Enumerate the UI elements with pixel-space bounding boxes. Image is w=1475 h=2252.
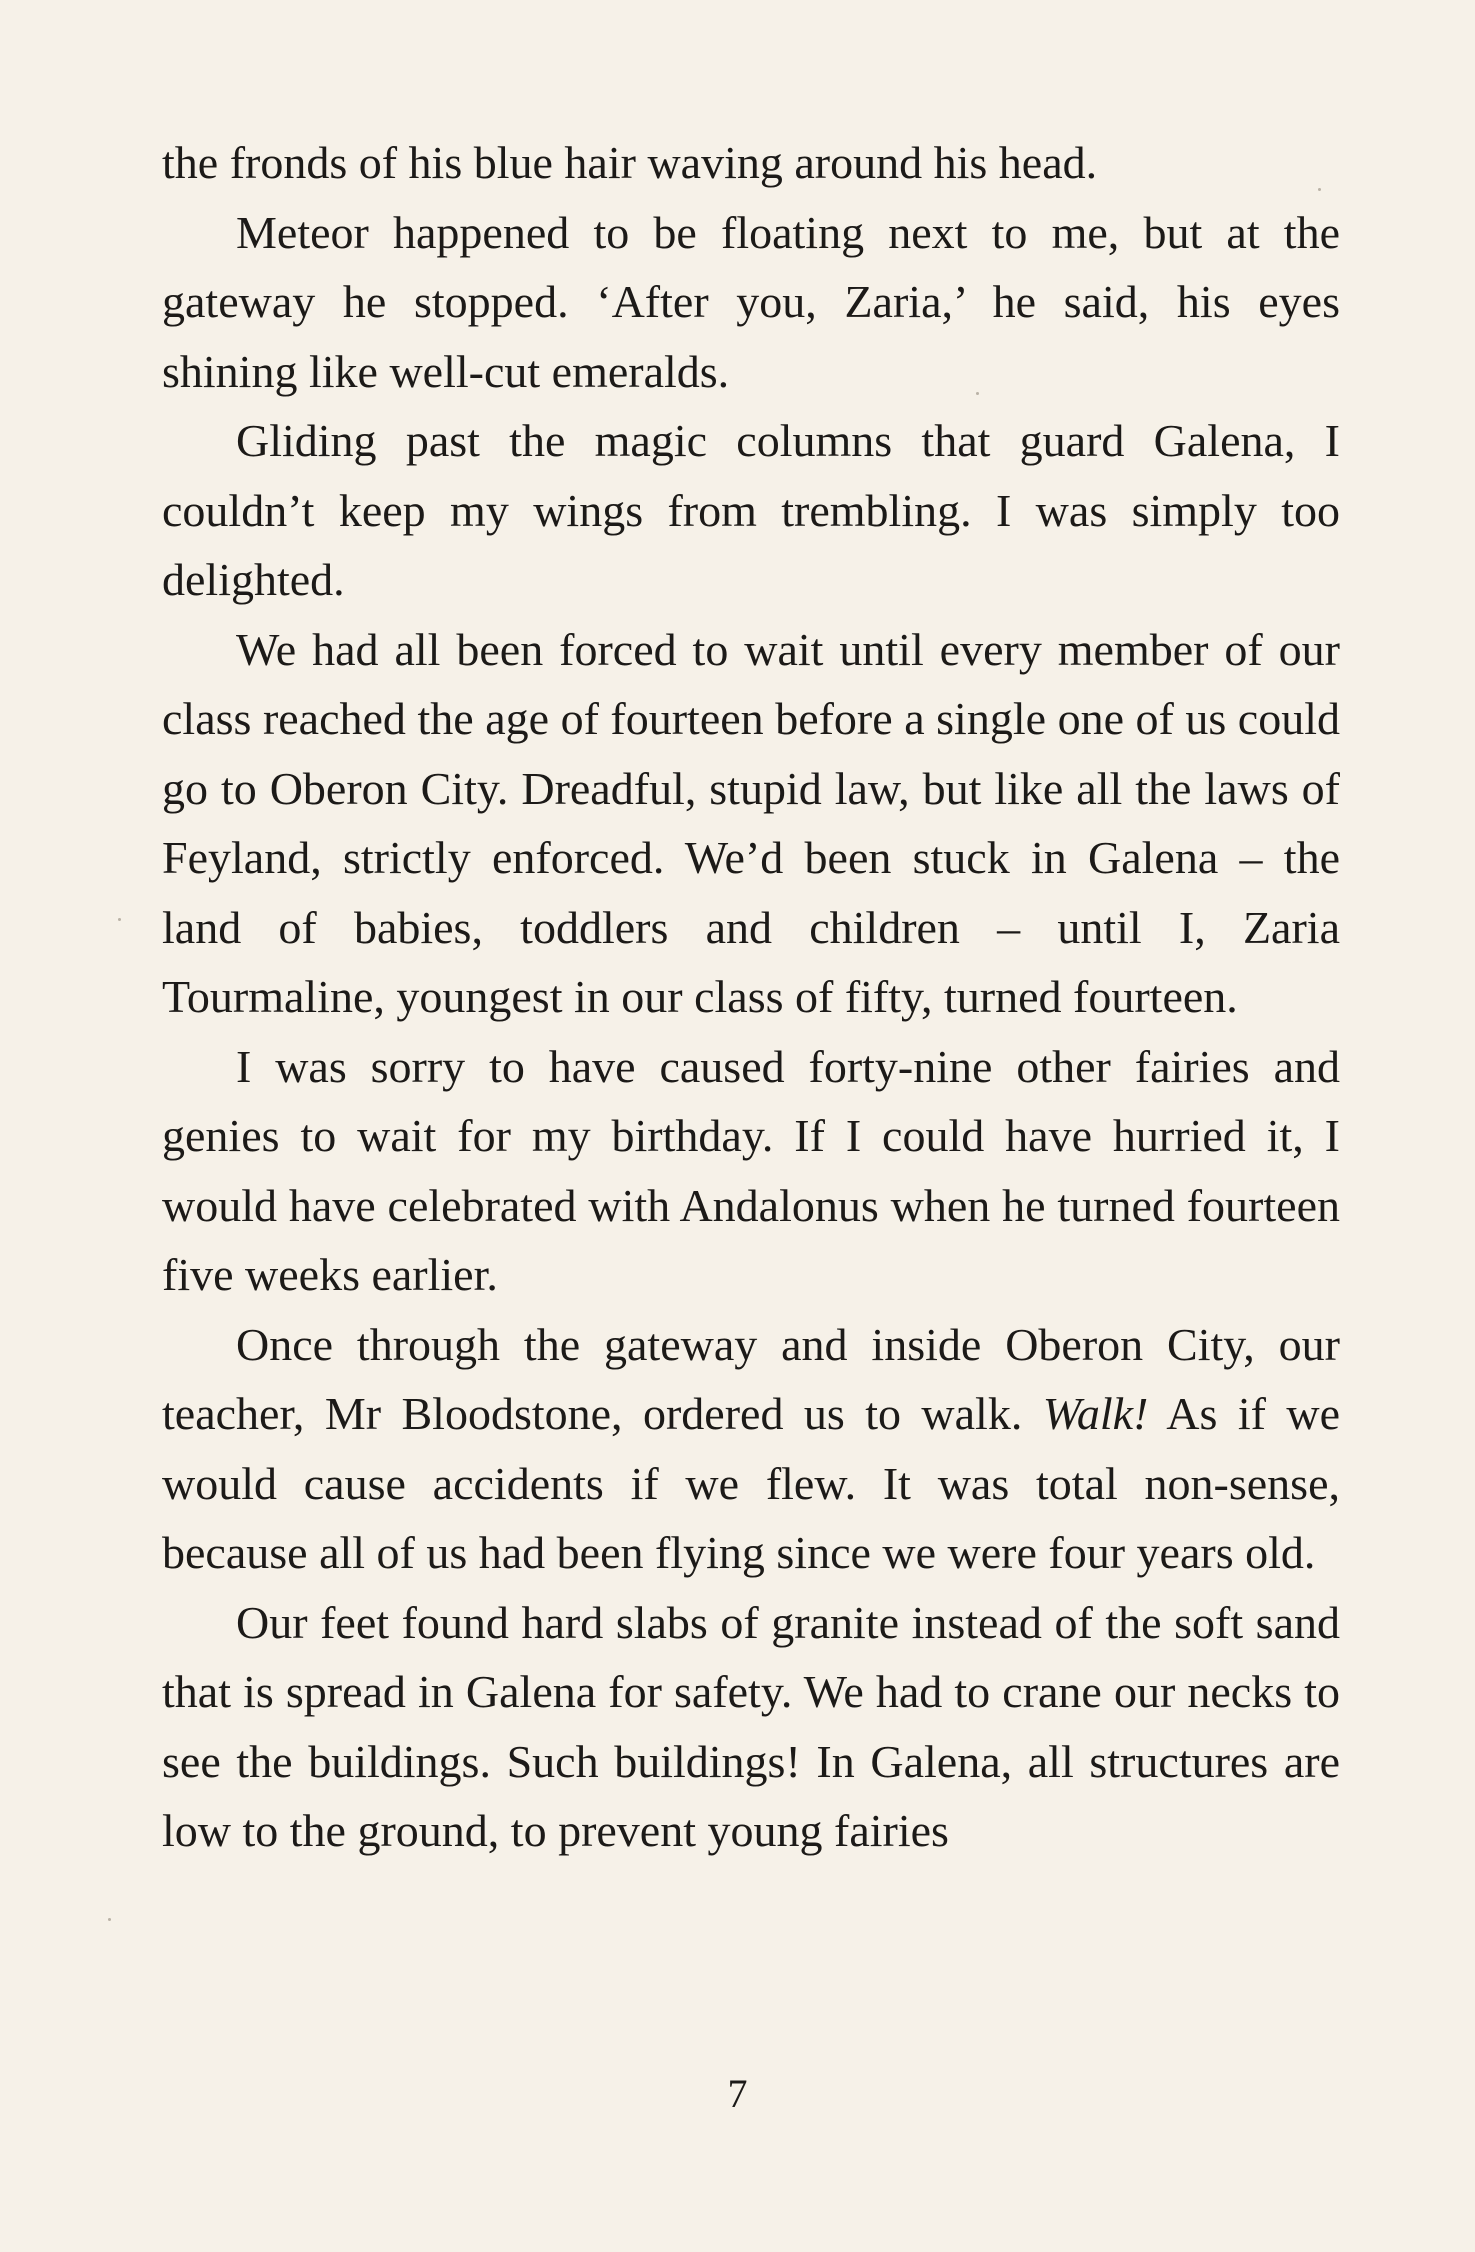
page-number: 7 bbox=[727, 2071, 748, 2116]
paragraph: Meteor happened to be floating next to me, but at the gateway he stopped. ‘After you, Zaria,’ he said, his eyes shining like well-cut emeralds. bbox=[162, 206, 1340, 397]
paragraph-text: Once through the gateway and inside Oberon City, our teacher, Mr Bloodstone, ordered us to walk. bbox=[162, 1318, 1340, 1439]
paragraph: Our feet found hard slabs of granite instead of the soft sand that is spread in Galena for safety. We had to crane our necks to see the buildings. Such buildings! In Galena, all structures are low to the ground, to prevent young fairies bbox=[162, 1596, 1340, 1856]
paper-speck bbox=[108, 1918, 111, 1921]
paragraph: Gliding past the magic columns that guard Galena, I couldn’t keep my wings from trembling. I was simply too delighted. bbox=[162, 415, 1340, 605]
paragraph bbox=[162, 1310, 1340, 1588]
body-text bbox=[162, 128, 1340, 1866]
emphasis-text: Walk! bbox=[1042, 1388, 1149, 1439]
paragraph: We had all been forced to wait until every member of our class reached the age of fourteen before a single one of us could go to Oberon City. Dreadful, stupid law, but like all the laws of Feyland, strictly enforced. We’d been stuck in Galena – the land of babies, toddlers and children – until I, Zaria Tourmaline, youngest in our class of fifty, turned fourteen. bbox=[162, 623, 1340, 1022]
paragraph: the fronds of his blue hair waving around his head. bbox=[162, 137, 1098, 188]
paragraph-text: As if we would cause accidents if we flew. It was total non-sense, because all of us had been flying since we were four years old. bbox=[162, 1388, 1340, 1578]
paragraph: I was sorry to have caused forty-nine other fairies and genies to wait for my birthday. If I could have hurried it, I would have celebrated with Andalonus when he turned fourteen five weeks earlier. bbox=[162, 1040, 1340, 1300]
paper-speck bbox=[118, 918, 121, 921]
